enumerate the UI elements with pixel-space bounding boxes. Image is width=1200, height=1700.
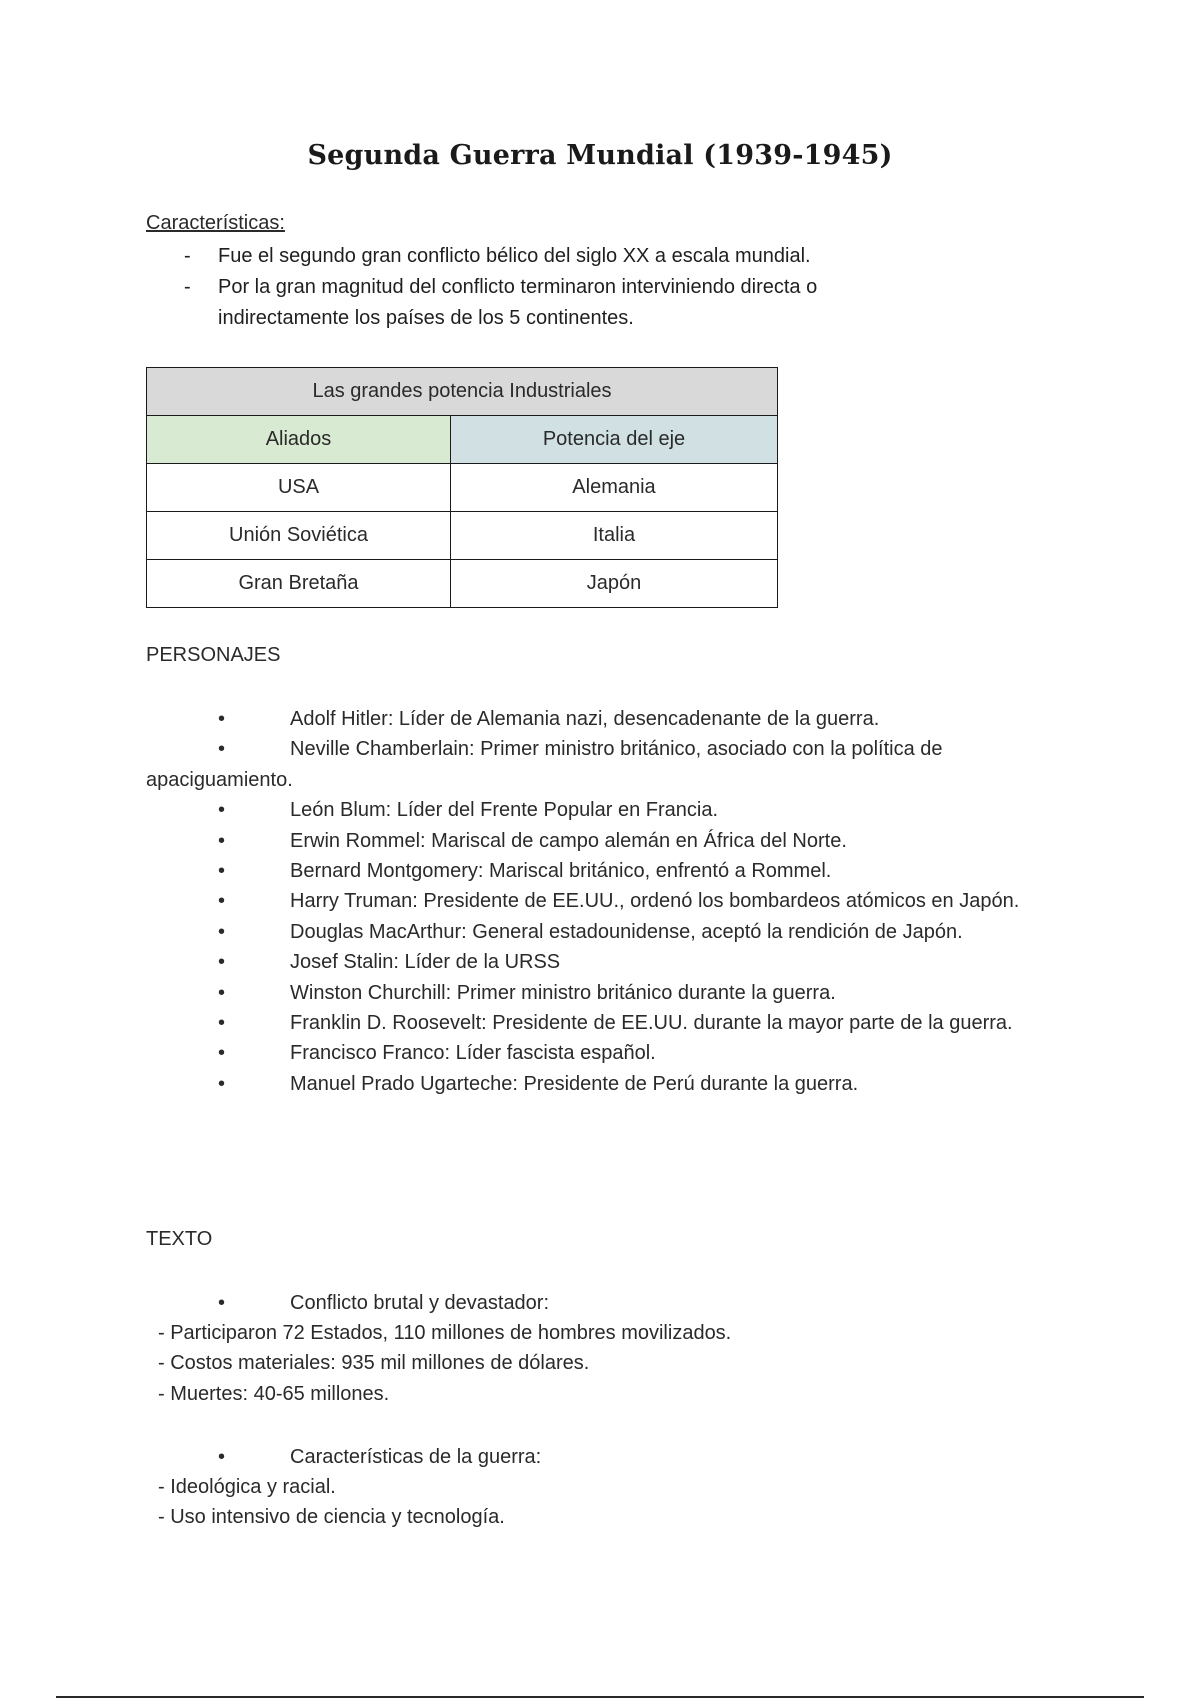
list-item-text: Adolf Hitler: Líder de Alemania nazi, desencadenante de la guerra.: [290, 708, 880, 730]
bullet-marker: •: [218, 981, 226, 1004]
detail-line: - Uso intensivo de ciencia y tecnología.: [158, 1506, 505, 1529]
list-item-text: Por la gran magnitud del conflicto terminaron interviniendo directa o indirectamente los países de los 5 continentes.: [218, 276, 818, 329]
table-cell: Japón: [451, 560, 778, 608]
list-item: [146, 917, 1066, 947]
bullet-marker: •: [218, 860, 226, 883]
bullet-marker: •: [218, 829, 226, 852]
header-aliados: Aliados: [147, 416, 451, 464]
detail-line: - Muertes: 40-65 millones.: [158, 1382, 390, 1405]
caracteristicas-heading: Características:: [146, 212, 285, 234]
table-row: [147, 464, 778, 512]
page-title: Segunda Guerra Mundial (1939-1945): [307, 140, 893, 171]
powers-table: [146, 367, 778, 608]
table-caption: Las grandes potencia Industriales: [147, 368, 778, 416]
bullet-marker: •: [218, 1446, 226, 1468]
list-item-text: Bernard Montgomery: Mariscal británico, enfrentó a Rommel.: [290, 860, 832, 883]
bullet-marker: •: [218, 1292, 226, 1314]
bullet-marker: •: [218, 708, 226, 730]
list-item: [146, 241, 946, 272]
dash-marker: -: [184, 245, 191, 267]
conflicto-list: [146, 1288, 1066, 1318]
list-item-text: Franklin D. Roosevelt: Presidente de EE.UU. durante la mayor parte de la guerra.: [290, 1012, 1013, 1035]
list-item: [146, 1008, 1066, 1038]
list-item: [146, 947, 1066, 977]
bullet-marker: •: [218, 1012, 226, 1035]
dash-marker: -: [184, 276, 191, 298]
list-item: [146, 272, 946, 334]
bullet-marker: •: [218, 920, 226, 943]
list-item: [146, 1038, 1066, 1068]
list-item: [146, 1288, 1066, 1318]
list-item: [146, 826, 1066, 856]
list-item-text: Manuel Prado Ugarteche: Presidente de Perú durante la guerra.: [290, 1072, 859, 1095]
table-row: [147, 512, 778, 560]
list-item-text: Fue el segundo gran conflicto bélico del siglo XX a escala mundial.: [218, 245, 811, 267]
bullet-marker: •: [218, 1042, 226, 1065]
list-item: [146, 1069, 1066, 1099]
personajes-list: [146, 704, 1066, 1099]
caracteristicas-list: [146, 241, 946, 334]
list-item-text: Douglas MacArthur: General estadounidense, aceptó la rendición de Japón.: [290, 920, 963, 943]
list-item-text: León Blum: Líder del Frente Popular en Francia.: [290, 799, 719, 822]
list-item: [146, 1442, 1066, 1472]
table-caption-row: [147, 368, 778, 416]
bullet-marker: •: [218, 890, 226, 913]
list-item-text: Neville Chamberlain: Primer ministro británico, asociado con la política de apaciguamiento.: [146, 738, 943, 791]
header-eje: Potencia del eje: [451, 416, 778, 464]
list-item-text: Características de la guerra:: [290, 1446, 542, 1468]
table-cell: USA: [147, 464, 451, 512]
list-item-text: Erwin Rommel: Mariscal de campo alemán en África del Norte.: [290, 829, 847, 852]
table-cell: Alemania: [451, 464, 778, 512]
detail-line: - Participaron 72 Estados, 110 millones de hombres movilizados.: [158, 1322, 732, 1344]
conflicto-details: [158, 1318, 731, 1409]
bullet-marker: •: [218, 738, 226, 761]
personajes-heading: PERSONAJES: [146, 644, 281, 666]
list-item: [146, 795, 1066, 825]
texto-heading: TEXTO: [146, 1228, 213, 1250]
detail-line: - Ideológica y racial.: [158, 1476, 336, 1498]
table-row: [147, 560, 778, 608]
bullet-marker: •: [218, 951, 226, 974]
table-cell: Italia: [451, 512, 778, 560]
caracteristicas-guerra-list: [146, 1442, 1066, 1472]
page-bottom-rule: [56, 1696, 1144, 1698]
table-cell: Unión Soviética: [147, 512, 451, 560]
list-item-text: Francisco Franco: Líder fascista español.: [290, 1042, 656, 1065]
list-item: [146, 978, 1066, 1008]
list-item-text: Winston Churchill: Primer ministro británico durante la guerra.: [290, 981, 836, 1004]
bullet-marker: •: [218, 1072, 226, 1095]
list-item-text: Josef Stalin: Líder de la URSS: [290, 951, 561, 974]
list-item: [146, 886, 1066, 916]
bullet-marker: •: [218, 799, 226, 822]
list-item: [146, 856, 1066, 886]
list-item-text: Harry Truman: Presidente de EE.UU., ordenó los bombardeos atómicos en Japón.: [290, 890, 1020, 913]
list-item-text: Conflicto brutal y devastador:: [290, 1292, 550, 1314]
table-header-row: [147, 416, 778, 464]
list-item: [146, 704, 1066, 734]
detail-line: - Costos materiales: 935 mil millones de dólares.: [158, 1352, 590, 1375]
table-cell: Gran Bretaña: [147, 560, 451, 608]
caracteristicas-guerra-details: [158, 1472, 505, 1533]
list-item: [146, 734, 1066, 795]
